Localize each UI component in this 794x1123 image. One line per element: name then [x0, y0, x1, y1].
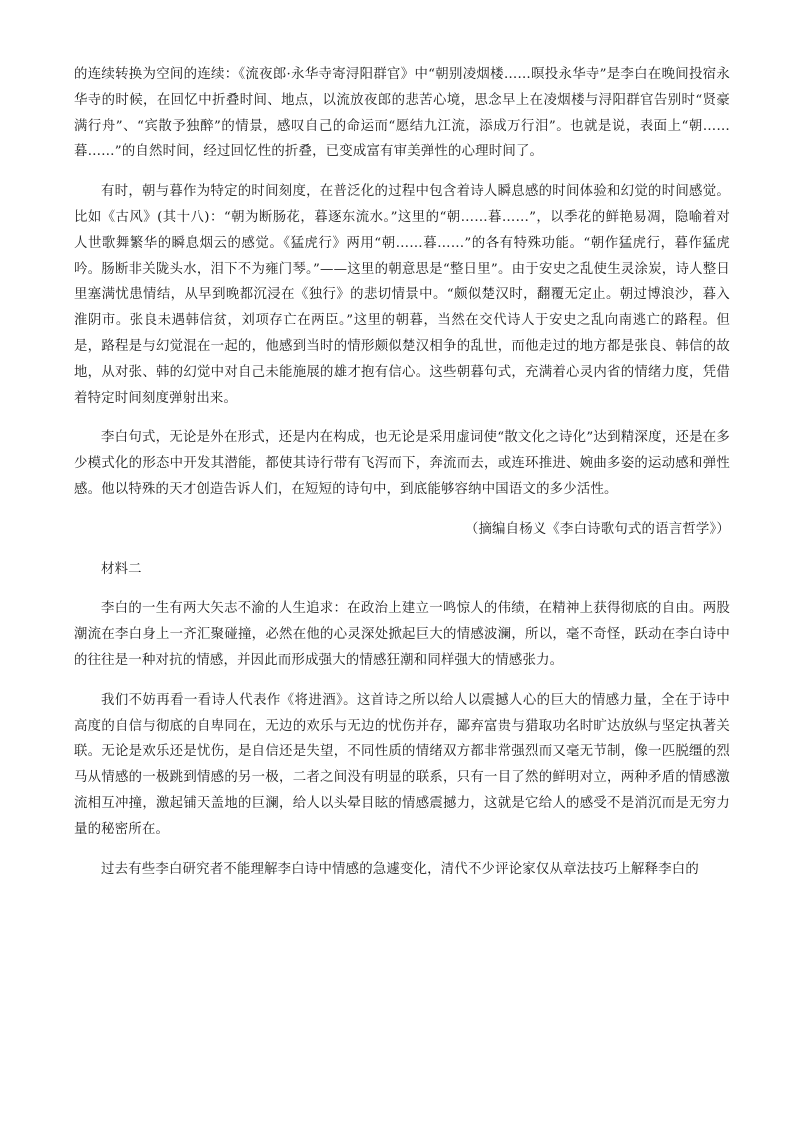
paragraph-6: 过去有些李白研究者不能理解李白诗中情感的急遽变化，清代不少评论家仅从章法技巧上解释李白的 — [101, 861, 699, 877]
section-heading: 材料二 — [101, 561, 142, 577]
paragraph-3: 李白句式，无论是外在形式，还是内在构成，也无论是采用虚词使“散文化之诗化”达到精深度，还是在多少模式化的形态中开发其潜能，都使其诗行带有飞泻而下，奔流而去，或连环推进、婉曲多姿的运动感和弹性感。他以特殊的天才创造告诉人们，在短短的诗句中，到底能够容纳中国语文的多少活性。 — [74, 430, 730, 497]
source-citation: （摘编自杨义《李白诗歌句式的语言哲学》） — [464, 521, 730, 537]
paragraph-1: 的连续转换为空间的连续：《流夜郎·永华寺寄浔阳群官》中“朝别凌烟楼……暝投永华寺”是李白在晚间投宿永华寺的时候，在回忆中折叠时间、地点，以流放夜郎的悲苦心境，思念早上在凌烟楼与浔阳群官告别时“贤豪满行舟”、“宾散予独醉”的情景，感叹自己的命运而“愿结九江流，添成万行泪”。也就是说，表面上“朝……暮……”的自然时间，经过回忆性的折叠，已变成富有审美弹性的心理时间了。 — [74, 67, 730, 160]
document-body — [74, 62, 730, 896]
paragraph-2: 有时，朝与暮作为特定的时间刻度，在普泛化的过程中包含着诗人瞬息感的时间体验和幻觉的时间感觉。比如《古风》(其十八)：“朝为断肠花，暮逐东流水。”这里的“朝……暮……”，以季花的鲜艳易凋，隐喻着对人世歌舞繁华的瞬息烟云的感觉。《猛虎行》两用“朝……暮……”的各有特殊功能。“朝作猛虎行，暮作猛虎吟。肠断非关陇头水，泪下不为雍门琴。”——这里的朝意思是“整日里”。由于安史之乱使生灵涂炭，诗人整日里塞满忧患情结，从早到晚都沉浸在《独行》的悲切情景中。“颇似楚汉时，翻覆无定止。朝过博浪沙，暮入淮阴市。张良未遇韩信贫，刘项存亡在两臣。”这里的朝暮，当然在交代诗人于安史之乱向南逃亡的路程。但是，路程是与幻觉混在一起的，他感到当时的情形颇似楚汉相争的乱世，而他走过的地方都是张良、韩信的故地，从对张、韩的幻觉中对自己未能施展的雄才抱有信心。这些朝暮句式，充满着心灵内省的情绪力度，凭借着特定时间刻度弹射出来。 — [74, 184, 730, 406]
paragraph-4: 李白的一生有两大矢志不渝的人生追求：在政治上建立一鸣惊人的伟绩，在精神上获得彻底的自由。两股潮流在李白身上一齐汇聚碰撞，必然在他的心灵深处掀起巨大的情感波澜，所以，毫不奇怪，跃动在李白诗中的往往是一种对抗的情感，并因此而形成强大的情感狂潮和同样强大的情感张力。 — [74, 601, 730, 668]
paragraph-5: 我们不妨再看一看诗人代表作《将进酒》。这首诗之所以给人以震撼人心的巨大的情感力量，全在于诗中高度的自信与彻底的自卑同在，无边的欢乐与无边的忧伤并存，鄙弃富贵与猎取功名时旷达放纵与坚定执著关联。无论是欢乐还是忧伤，是自信还是失望，不同性质的情绪双方都非常强烈而又毫无节制，像一匹脱缰的烈马从情感的一极跳到情感的另一极，二者之间没有明显的联系，只有一目了然的鲜明对立，两种矛盾的情感激流相互冲撞，激起铺天盖地的巨澜，给人以头晕目眩的情感震撼力，这就是它给人的感受不是消沉而是无穷力量的秘密所在。 — [74, 692, 730, 837]
